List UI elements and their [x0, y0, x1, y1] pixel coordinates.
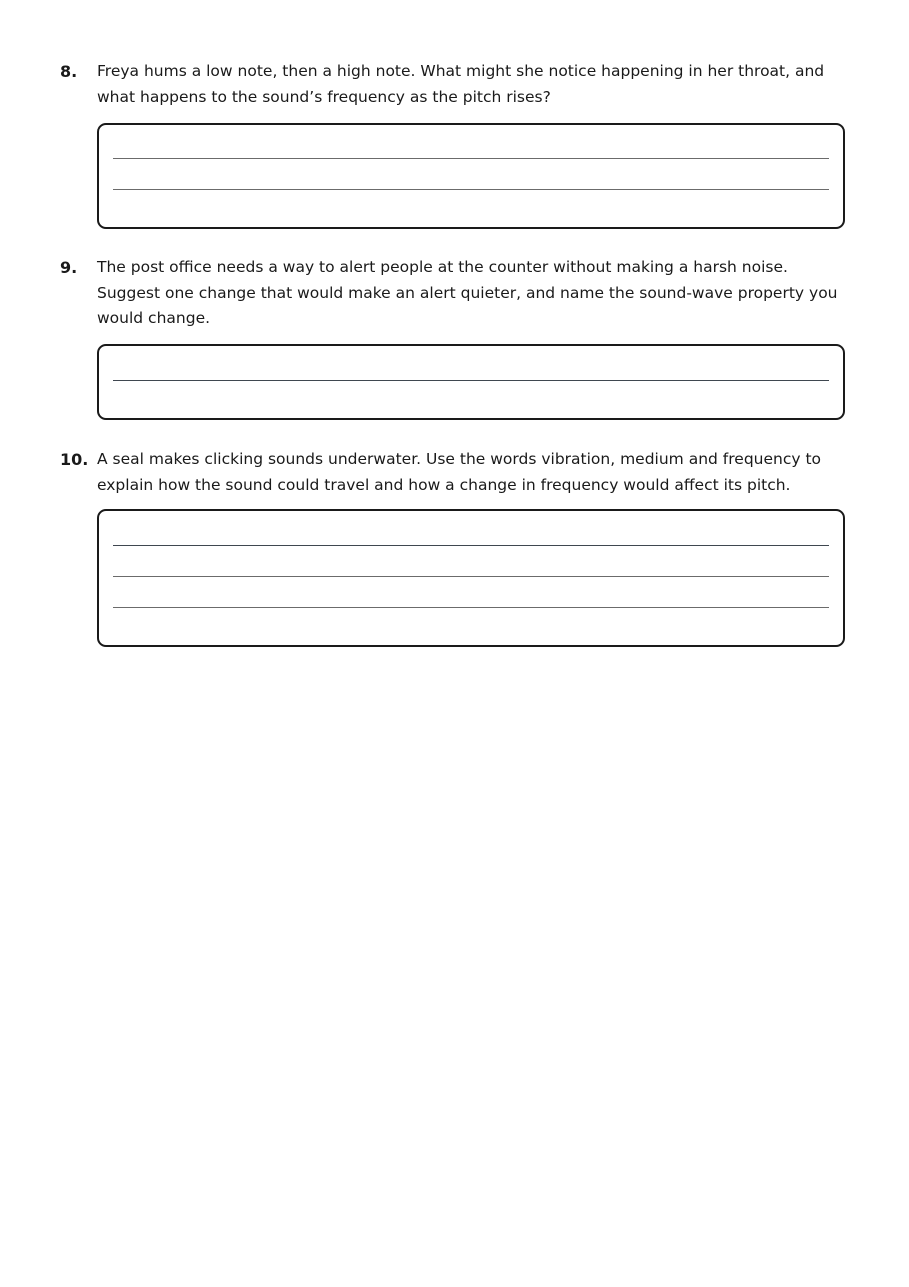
answer-line [113, 189, 829, 190]
question-text: The post office needs a way to alert people at the counter without making a harsh noise. Suggest one change that would make an alert quieter, and name the sound-wave property you would change. [97, 258, 838, 327]
answer-line [113, 607, 829, 608]
question-number: 9. [60, 258, 78, 277]
question-9 [60, 255, 850, 332]
question-header [60, 59, 850, 110]
answer-box[interactable] [97, 509, 845, 647]
question-8 [60, 59, 850, 110]
question-number: 8. [60, 62, 78, 81]
answer-line [113, 158, 829, 159]
question-number: 10. [60, 450, 89, 469]
question-text: A seal makes clicking sounds underwater. Use the words vibration, medium and frequency to explain how the sound could travel and how a change in frequency would affect its pitch. [97, 450, 822, 494]
answer-box[interactable] [97, 344, 845, 420]
answer-line [113, 576, 829, 577]
question-header [60, 447, 850, 498]
answer-line [113, 380, 829, 381]
question-text: Freya hums a low note, then a high note. What might she notice happening in her throat, and what happens to the sound’s frequency as the pitch rises? [97, 62, 825, 106]
answer-line [113, 545, 829, 546]
question-header [60, 255, 850, 332]
answer-box[interactable] [97, 123, 845, 229]
question-10 [60, 447, 850, 498]
